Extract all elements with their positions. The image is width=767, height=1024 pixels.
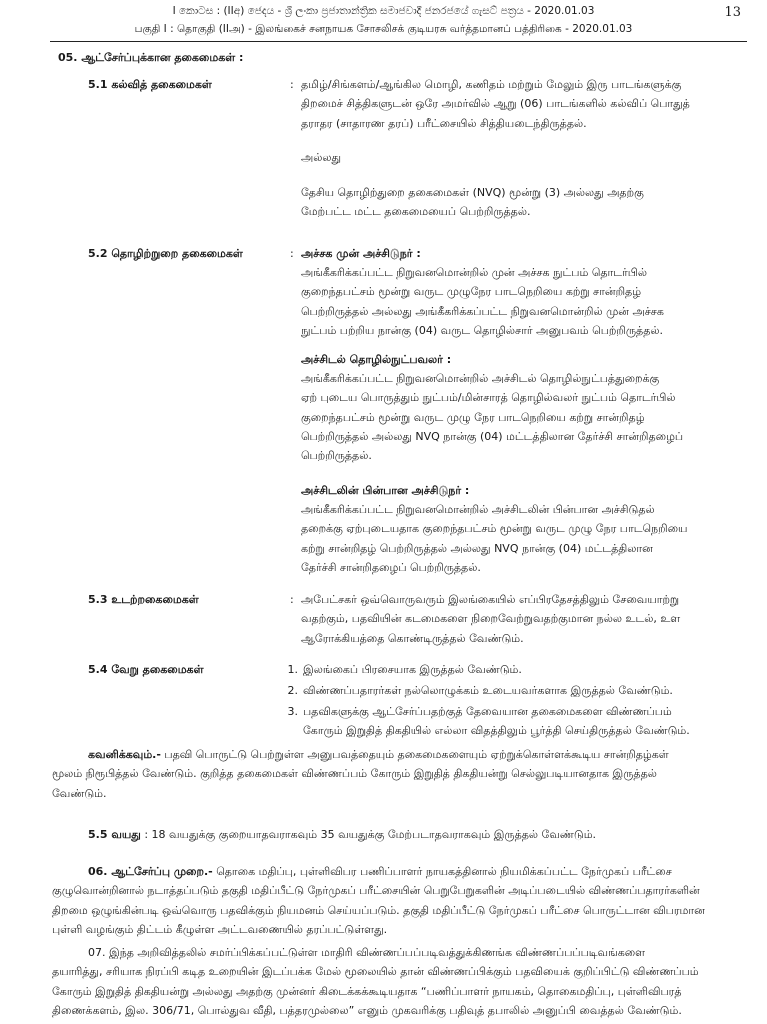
- s53-line: வதற்கும், பதவியின் கடமைகளை நிறைவேற்றுவதற்குமான நல்ல உடல், உள: [301, 612, 681, 626]
- section-06: [52, 862, 742, 939]
- s52-tech-line: குறைந்தபட்சம் மூன்று வருட முழு நேர பாடநெறியை கற்று சான்றிதழ்: [301, 410, 645, 424]
- s51-or: அல்லது: [301, 151, 342, 164]
- s51-line: தராதர (சாதாரண தரப்) பரீட்சையில் சித்தியடைந்திருத்தல்.: [301, 116, 587, 130]
- s52-tech-line: பெற்றிருத்தல்.: [301, 449, 372, 463]
- s51-alt-line: தேசிய தொழிற்துறை தகைமைகள் (NVQ) மூன்று (3) அல்லது அதற்கு: [301, 186, 644, 199]
- s51-text: [301, 75, 735, 133]
- s06-line: திறமை ஒழுங்கின்படி ஒவ்வொரு பதவிக்கும் நியமனம் செய்யப்படும். தகுதி மதிப்பீட்டு நேர்முகப் பரீட்சை பொருட்டான விபரமான: [52, 903, 705, 917]
- s52-post-line: தேர்ச்சி சான்றிதழைப் பெற்றிருத்தல்.: [301, 560, 481, 574]
- s52-pre-text: [301, 263, 735, 340]
- s07-line: கோரும் இறுதித் திகதியன்று அல்லது அதற்கு முன்னர் கிடைக்கக்கூடியதாக “பணிப்பாளர் நாயகம், தொகைமதிப்பு, புள்ளிவிபரத்: [52, 984, 682, 998]
- s06-title: 06. ஆட்சேர்ப்பு முறை.-: [88, 865, 213, 878]
- s54-item: [303, 702, 735, 741]
- s52-tech-line: ஏற் புடைய பொருத்தும் நுட்பம்/மின்சாரத் தொழில்வலர் நுட்பம் தொடர்பில்: [301, 391, 676, 405]
- s52-pre-line: நுட்பம் பற்றிய நான்கு (04) வருட தொழில்சார் அனுபவம் பெற்றிருத்தல்.: [301, 323, 664, 337]
- s52-pre-line: பெற்றிருத்தல் அல்லது அங்கீகரிக்கப்பட்ட நிறுவனமொன்றில் முன் அச்சக: [301, 304, 664, 318]
- s54-item-num: 1.: [287, 663, 298, 676]
- note-line: மூலம் நிரூபித்தல் வேண்டும். குறித்த தகைமைகள் விண்ணப்பம் கோரும் இறுதித் திகதியன்று செல்லுபடியானதாக இருத்தல்: [52, 767, 657, 781]
- section-05-heading: 05. ஆட்சேர்ப்புக்கான தகைமைகள் :: [58, 51, 244, 64]
- s52-tech-text: [301, 369, 735, 465]
- s55-label: 5.5 வயது: [88, 828, 141, 841]
- s06-line: குழுவொன்றினால் நடாத்தப்படும் தகுதி மதிப்பீட்டு நேர்முகப் பரீட்சையின் பெறுபேறுகளின் அடிப்படையில் விண்ணப்பதாரர்களின்: [52, 884, 700, 898]
- note-title: கவனிக்கவும்.-: [88, 748, 161, 761]
- s52-post-line: அங்கீகரிக்கப்பட்ட நிறுவனமொன்றில் அச்சிடலின் பின்பான அச்சிடுதல்: [301, 503, 655, 516]
- s54-item-line: இலங்கைப் பிரசையாக இருத்தல் வேண்டும்.: [303, 663, 522, 676]
- s51-label: 5.1 கல்வித் தகைமைகள்: [88, 78, 212, 91]
- s52-colon: :: [290, 247, 294, 260]
- page-number: 13: [724, 5, 741, 20]
- s54-item: [303, 681, 735, 700]
- s51-alt-line: மேற்பட்ட மட்ட தகைமையைப் பெற்றிருத்தல்.: [301, 205, 531, 219]
- s52-tech-line: அங்கீகரிக்கப்பட்ட நிறுவனமொன்றில் அச்சிடல் தொழில்நுட்பத்துறைக்கு: [301, 372, 660, 385]
- section-07: [52, 943, 742, 1020]
- s51-colon: :: [290, 78, 294, 91]
- s54-label: 5.4 வேறு தகைமைகள்: [88, 663, 204, 676]
- s52-post-title: அச்சிடலின் பின்பான அச்சிடுநர் :: [301, 484, 470, 497]
- s52-tech-title: அச்சிடல் தொழில்நுட்பவலர் :: [301, 353, 452, 366]
- s51-line: திறமைச் சித்திகளுடன் ஒரே அமர்வில் ஆறு (06) பாடங்களில் கல்விப் பொதுத்: [301, 97, 690, 111]
- s54-item-line: விண்ணப்பதாரர்கள் நல்லொழுக்கம் உடையவர்களாக இருத்தல் வேண்டும்.: [303, 684, 673, 697]
- s52-post-text: [301, 500, 735, 577]
- s52-pre-line: அங்கீகரிக்கப்பட்ட நிறுவனமொன்றில் முன் அச்சக நுட்பம் தொடர்பில்: [301, 266, 647, 279]
- header-sinhala: I කොටස : (IIඅ) ජෙදය - ශ්‍රී ලංකා ප්‍රජාතාන්ත්‍රික සමාජවාදී ජනරජයේ ගැසට් පත්‍රය - 2020.01.03: [172, 5, 595, 17]
- s55: [88, 825, 738, 844]
- s52-post-line: கற்று சான்றிதழ் பெற்றிருத்தல் அல்லது NVQ நான்கு (04) மட்டத்திலான: [301, 541, 653, 555]
- s53-label: 5.3 உடற்றகைமைகள்: [88, 593, 199, 606]
- header-rule: [50, 41, 747, 42]
- s53-colon: :: [290, 593, 294, 606]
- s53-line: அபேட்சகர் ஒவ்வொருவரும் இலங்கையில் எப்பிரதேசத்திலும் சேவையாற்று: [301, 593, 680, 606]
- s52-label: 5.2 தொழிற்றுறை தகைமைகள்: [88, 247, 243, 260]
- s54-item-num: 2.: [287, 684, 298, 697]
- note-line: வேண்டும்.: [52, 786, 107, 800]
- note-block: [52, 745, 742, 803]
- s54-item-num: 3.: [287, 705, 298, 718]
- s06-line: புள்ளி வழங்கும் திட்டம் கீழுள்ள அட்டவணையில் தரப்பட்டுள்ளது.: [52, 922, 388, 936]
- s07-line: தயாரித்து, சரியாக நிரப்பி கடித உறையின் இடப்பக்க மேல் மூலையில் தான் விண்ணப்பிக்கும் பதவியைக் குறிப்பிட்டு விண்ணப்பம்: [52, 965, 699, 979]
- s07-line: திணைக்களம், இல. 306/71, பொல்துவ வீதி, பத்தரமுல்லை” எனும் முகவரிக்கு பதிவுத் தபாலில் அனுப்பி வைத்தல் வேண்டும்.: [52, 1003, 682, 1017]
- s07-line: 07. இந்த அறிவித்தலில் சமர்ப்பிக்கப்பட்டுள்ள மாதிரி விண்ணப்பப்படிவத்துக்கிணங்க விண்ணப்பப்படிவங்களை: [88, 946, 646, 959]
- header-tamil: பகுதி I : தொகுதி (IIஅ) - இலங்கைச் சனநாயக சோசலிசக் குடியரசு வர்த்தமானப் பத்திரிகை - 2020.01.03: [134, 23, 633, 35]
- s52-tech-line: பெற்றிருத்தல் அல்லது NVQ நான்கு (04) மட்டத்திலான தேர்ச்சி சான்றிதழைப்: [301, 429, 684, 443]
- s52-pre-title: அச்சக முன் அச்சிடுநர் :: [301, 247, 421, 260]
- s55-text: : 18 வயதுக்கு குறையாதவராகவும் 35 வயதுக்கு மேற்படாதவராகவும் இருத்தல் வேண்டும்.: [144, 828, 597, 841]
- s54-item: [303, 660, 735, 679]
- s53-text: [301, 590, 735, 648]
- s52-post-line: தறைக்கு ஏற்புடையதாக குறைந்தபட்சம் மூன்று வருட முழு நேர பாடநெறியை: [301, 522, 688, 536]
- s51-line: தமிழ்/சிங்களம்/ஆங்கில மொழி, கணிதம் மற்றும் மேலும் இரு பாடங்களுக்கு: [301, 78, 682, 91]
- note-line: பதவி பொருட்டு பெற்றுள்ள அனுபவத்தையும் தகைமைகளையும் ஏற்றுக்கொள்ளக்கூடிய சான்றிதழ்கள்: [164, 748, 669, 761]
- s51-alt: [301, 183, 735, 222]
- s06-line: தொகை மதிப்பு, புள்ளிவிபர பணிப்பாளர் நாயகத்தினால் நியமிக்கப்பட்ட நேர்முகப் பரீட்சை: [216, 865, 672, 878]
- s54-item-line: கோரும் இறுதித் திகதியில் எல்லா விதத்திலும் பூர்த்தி செய்திருத்தல் வேண்டும்.: [303, 724, 690, 738]
- s54-item-line: பதவிகளுக்கு ஆட்சேர்ப்பதற்குத் தேவையான தகைமைகளை விண்ணப்பம்: [303, 705, 672, 718]
- s52-pre-line: குறைந்தபட்சம் மூன்று வருட முழுநேர பாடநெறியை கற்று சான்றிதழ்: [301, 285, 642, 299]
- s53-line: ஆரோக்கியத்தை கொண்டிருத்தல் வேண்டும்.: [301, 631, 524, 645]
